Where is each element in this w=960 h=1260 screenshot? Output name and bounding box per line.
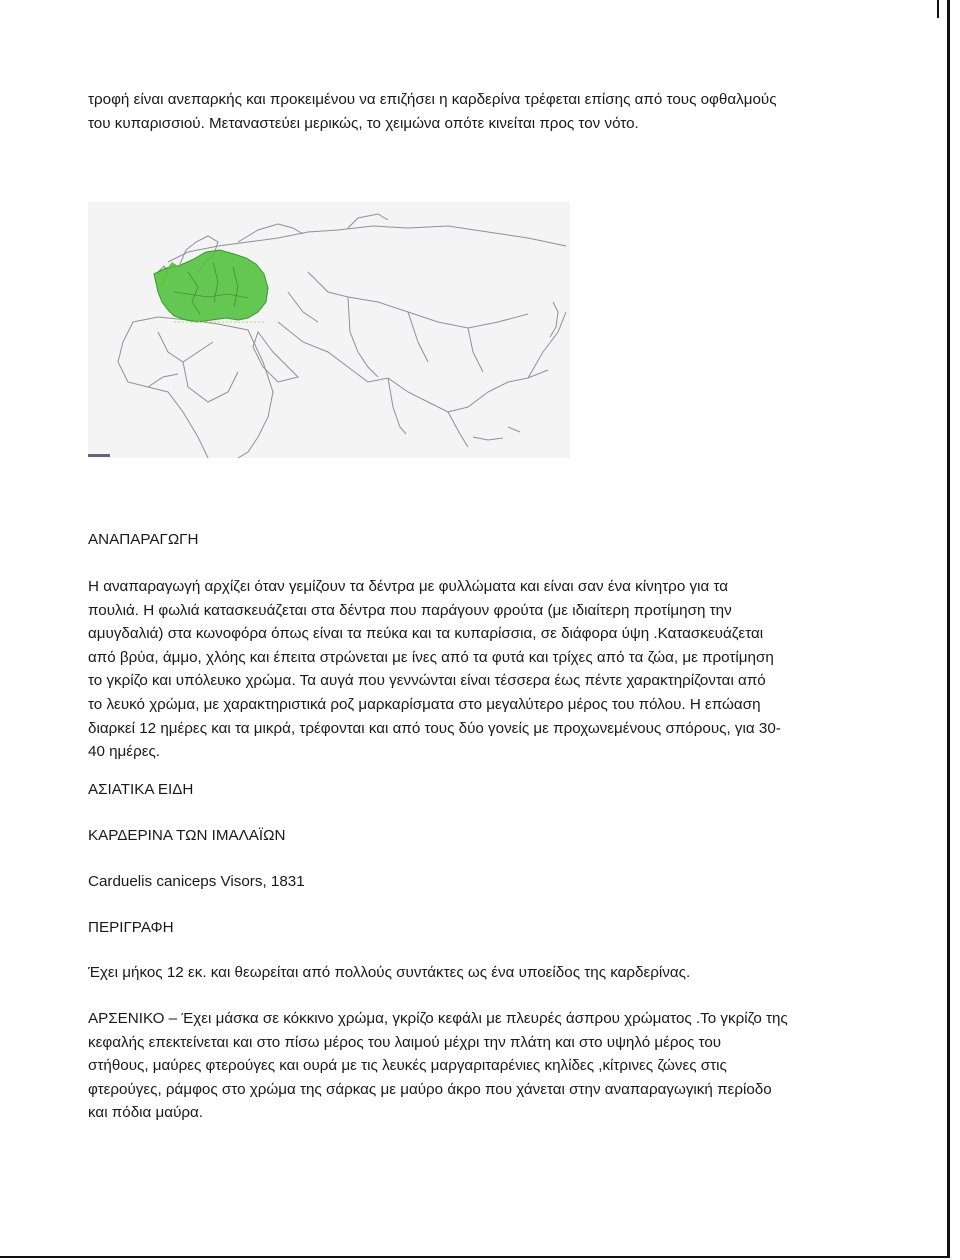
male-line: κεφαλής επεκτείνεται και στο πίσω μέρος του λαιμού μέχρι την πλάτη και στο υψηλό μέρος του xyxy=(88,1033,722,1051)
reproduction-line: από βρύα, άμμο, χλόης και έπειτα στρώνεται με ίνες από τα φυτά και τρίχες από τα ζώα, με προτίμηση xyxy=(88,648,774,666)
intro-line: τροφή είναι ανεπαρκής και προκειμένου να επιζήσει η καρδερίνα τρέφεται επίσης από τους οφθαλμούς xyxy=(88,91,777,108)
scientific-name: Carduelis caniceps Visors, 1831 xyxy=(88,873,305,890)
reproduction-line: αμυγδαλιά) στα κωνοφόρα όπως είναι τα πεύκα και τα κυπαρίσσια, σε διάφορα ύψη .Κατασκευάζεται xyxy=(88,625,764,643)
distribution-map xyxy=(88,202,570,458)
male-description xyxy=(88,1007,878,1125)
reproduction-line: Η αναπαραγωγή αρχίζει όταν γεμίζουν τα δέντρα με φυλλώματα και είναι σαν ένα κίνητρο για τα xyxy=(88,578,729,595)
description-heading: ΠΕΡΙΓΡΑΦΗ xyxy=(88,919,174,936)
reproduction-line: το λευκό χρώμα, με χαρακτηριστικά ροζ μαρκαρίσματα στο μεγαλύτερο μέρος του πόλου. Η επώαση xyxy=(88,695,761,713)
male-line: φτερούγες, ράμφος στο χρώμα της σάρκας με μαύρο άκρο που χάνεται στην αναπαραγωγική περίοδο xyxy=(88,1080,772,1098)
reproduction-line: πουλιά. Η φωλιά κατασκευάζεται στα δέντρα που παράγουν φρούτα (με ιδιαίτερη προτίμηση την xyxy=(88,601,732,619)
reproduction-heading: ΑΝΑΠΑΡΑΓΩΓΗ xyxy=(88,531,199,548)
intro-line: του κυπαρισσιού. Μεταναστεύει μερικώς, το χειμώνα οπότε κινείται προς τον νότο. xyxy=(88,114,639,132)
asian-species-heading: ΑΣΙΑΤΙΚΑ ΕΙΔΗ xyxy=(88,781,194,798)
male-line: ΑΡΣΕΝΙΚΟ – Έχει μάσκα σε κόκκινο χρώμα, γκρίζο κεφάλι με πλευρές άσπρου χρώματος .Το γκρίζο της xyxy=(88,1010,788,1027)
reproduction-line: το γκρίζο και υπόλευκο χρώμα. Τα αυγά που γεννώνται είναι τέσσερα έως πέντε χαρακτηρίζονται από xyxy=(88,672,766,690)
intro-paragraph xyxy=(88,88,888,135)
reproduction-line: 40 ημέρες. xyxy=(88,743,161,761)
description-text: Έχει μήκος 12 εκ. και θεωρείται από πολλούς συντάκτες ως ένα υποείδος της καρδερίνας. xyxy=(88,964,691,981)
corner-mark xyxy=(937,0,957,18)
reproduction-line: διαρκεί 12 ημέρες και τα μικρά, τρέφονται και από τους δύο γονείς με προχωνεμένους σπόρους, για 30- xyxy=(88,719,781,737)
male-line: και πόδια μαύρα. xyxy=(88,1104,204,1122)
species-title: ΚΑΡΔΕΡΙΝΑ ΤΩΝ ΙΜΑΛΑΪΩΝ xyxy=(88,827,286,844)
distribution-map-svg xyxy=(88,202,570,458)
reproduction-paragraph xyxy=(88,575,878,764)
male-line: στήθους, μαύρες φτερούγες και ουρά με τις λευκές μαργαριταρένιες κηλίδες ,κίτρινες ζώνες στις xyxy=(88,1057,727,1075)
